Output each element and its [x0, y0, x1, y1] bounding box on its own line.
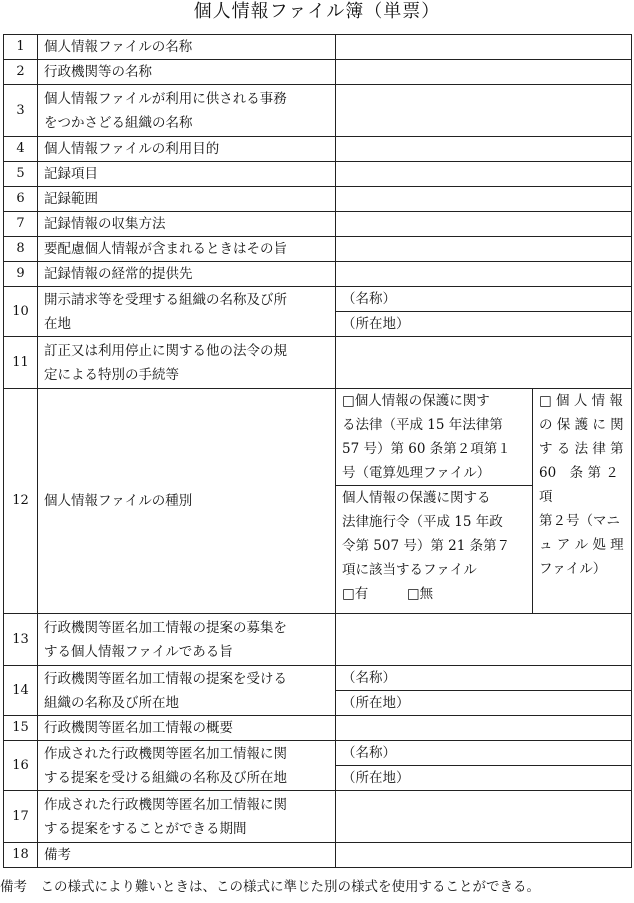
option-text: 項に該当するファイル	[342, 562, 477, 578]
value-cell[interactable]	[336, 85, 632, 137]
row-label	[38, 337, 336, 389]
row-number: 15	[4, 716, 38, 741]
no-checkbox[interactable]: □無	[406, 586, 434, 602]
row-label: 記録範囲	[38, 187, 336, 212]
row-10	[4, 287, 632, 312]
row-label	[38, 791, 336, 843]
option-text: る法律（平成 15 年法律第	[342, 417, 503, 433]
row-number: 9	[4, 262, 38, 287]
address-field[interactable]: （所在地）	[336, 766, 632, 791]
option-text: □個人情報の保護に関す	[342, 393, 490, 409]
row-label: 記録情報の収集方法	[38, 212, 336, 237]
row-17	[4, 791, 632, 843]
row-label-line: する個人情報ファイルである旨	[44, 643, 233, 660]
row-5	[4, 162, 632, 187]
row-15	[4, 716, 632, 741]
row-label-line: 訂正又は利用停止に関する他の法令の規	[44, 342, 287, 359]
row-number: 12	[4, 389, 38, 614]
row-label: 行政機関等匿名加工情報の概要	[38, 716, 336, 741]
row-12	[4, 389, 632, 486]
row-number: 18	[4, 843, 38, 868]
row-label: 備考	[38, 843, 336, 868]
row-2	[4, 60, 632, 85]
yes-checkbox[interactable]: □有	[342, 586, 369, 602]
option-text: ュ ア ル 処 理	[539, 537, 624, 553]
option-text: 号（電算処理ファイル）	[342, 465, 491, 481]
row-label-line: 組織の名称及び所在地	[44, 694, 179, 711]
row-number: 7	[4, 212, 38, 237]
value-cell[interactable]	[336, 187, 632, 212]
row-number: 14	[4, 666, 38, 716]
value-cell[interactable]	[336, 843, 632, 868]
row-label: 個人情報ファイルの利用目的	[38, 137, 336, 162]
value-cell[interactable]	[336, 162, 632, 187]
row-11	[4, 337, 632, 389]
row-number: 1	[4, 35, 38, 60]
row-label-line: 作成された行政機関等匿名加工情報に関	[44, 796, 287, 813]
option-text: 個人情報の保護に関する	[342, 490, 491, 506]
row-label-line: する提案をすることができる期間	[44, 820, 247, 837]
value-cell[interactable]	[336, 262, 632, 287]
row-label-line: 開示請求等を受理する組織の名称及び所	[44, 291, 287, 308]
value-cell[interactable]	[336, 35, 632, 60]
row-1	[4, 35, 632, 60]
row-number: 16	[4, 741, 38, 791]
row-number: 4	[4, 137, 38, 162]
row-number: 11	[4, 337, 38, 389]
row-9	[4, 262, 632, 287]
value-cell[interactable]	[336, 791, 632, 843]
row-label	[38, 85, 336, 137]
row-3	[4, 85, 632, 137]
value-cell[interactable]	[336, 237, 632, 262]
row-13	[4, 614, 632, 666]
row-label-line: 行政機関等匿名加工情報の提案の募集を	[44, 619, 287, 636]
form-table	[3, 34, 632, 868]
option-text: □ 個 人 情 報	[539, 393, 623, 409]
option-text: 57 号）第 60 条第２項第１	[342, 441, 511, 457]
value-cell[interactable]	[336, 60, 632, 85]
row-14	[4, 666, 632, 691]
row-label-line: 定による特別の手続等	[44, 366, 179, 383]
row-label-line: する提案を受ける組織の名称及び所在地	[44, 769, 287, 786]
address-field[interactable]: （所在地）	[336, 691, 632, 716]
footnote: 備考 この様式により難いときは、この様式に準じた別の様式を使用することができる。	[0, 879, 540, 895]
file-type-option-electronic[interactable]	[336, 389, 533, 486]
value-cell[interactable]	[336, 137, 632, 162]
row-label-line: 在地	[44, 315, 71, 332]
row-number: 10	[4, 287, 38, 337]
row-label-line: 作成された行政機関等匿名加工情報に関	[44, 745, 287, 762]
row-label-line: をつかさどる組織の名称	[44, 114, 193, 131]
row-6	[4, 187, 632, 212]
row-number: 5	[4, 162, 38, 187]
form-title: 個人情報ファイル簿（単票）	[193, 1, 441, 22]
yes-no-line	[342, 582, 532, 606]
row-label: 記録項目	[38, 162, 336, 187]
row-8	[4, 237, 632, 262]
row-number: 17	[4, 791, 38, 843]
row-label: 個人情報ファイルの種別	[38, 389, 336, 614]
name-field[interactable]: （名称）	[336, 666, 632, 691]
option-text: ファイル）	[539, 561, 607, 577]
value-cell[interactable]	[336, 614, 632, 666]
row-number: 3	[4, 85, 38, 137]
row-number: 2	[4, 60, 38, 85]
option-text: す る 法 律 第	[539, 441, 624, 457]
name-field[interactable]: （名称）	[336, 287, 632, 312]
row-label: 個人情報ファイルの名称	[38, 35, 336, 60]
row-label	[38, 666, 336, 716]
row-7	[4, 212, 632, 237]
row-number: 6	[4, 187, 38, 212]
row-number: 13	[4, 614, 38, 666]
file-type-option-ordinance	[336, 486, 533, 614]
file-type-option-manual[interactable]	[533, 389, 632, 614]
row-label-line: 個人情報ファイルが利用に供される事務	[44, 90, 287, 107]
row-label: 要配慮個人情報が含まれるときはその旨	[38, 237, 336, 262]
value-cell[interactable]	[336, 337, 632, 389]
value-cell[interactable]	[336, 212, 632, 237]
address-field[interactable]: （所在地）	[336, 312, 632, 337]
row-label	[38, 741, 336, 791]
option-text: 法律施行令（平成 15 年政	[342, 514, 503, 530]
option-text: 60 条 第 ２ 項	[539, 465, 619, 505]
row-18	[4, 843, 632, 868]
row-number: 8	[4, 237, 38, 262]
row-label: 記録情報の経常的提供先	[38, 262, 336, 287]
value-cell[interactable]	[336, 716, 632, 741]
row-16	[4, 741, 632, 766]
row-label	[38, 614, 336, 666]
row-label	[38, 287, 336, 337]
option-text: 令第 507 号）第 21 条第７	[342, 538, 511, 554]
row-label: 行政機関等の名称	[38, 60, 336, 85]
option-text: の 保 護 に 関	[539, 417, 624, 433]
option-text: 第２号（マニ	[539, 513, 620, 529]
row-label-line: 行政機関等匿名加工情報の提案を受ける	[44, 670, 287, 687]
row-4	[4, 137, 632, 162]
name-field[interactable]: （名称）	[336, 741, 632, 766]
